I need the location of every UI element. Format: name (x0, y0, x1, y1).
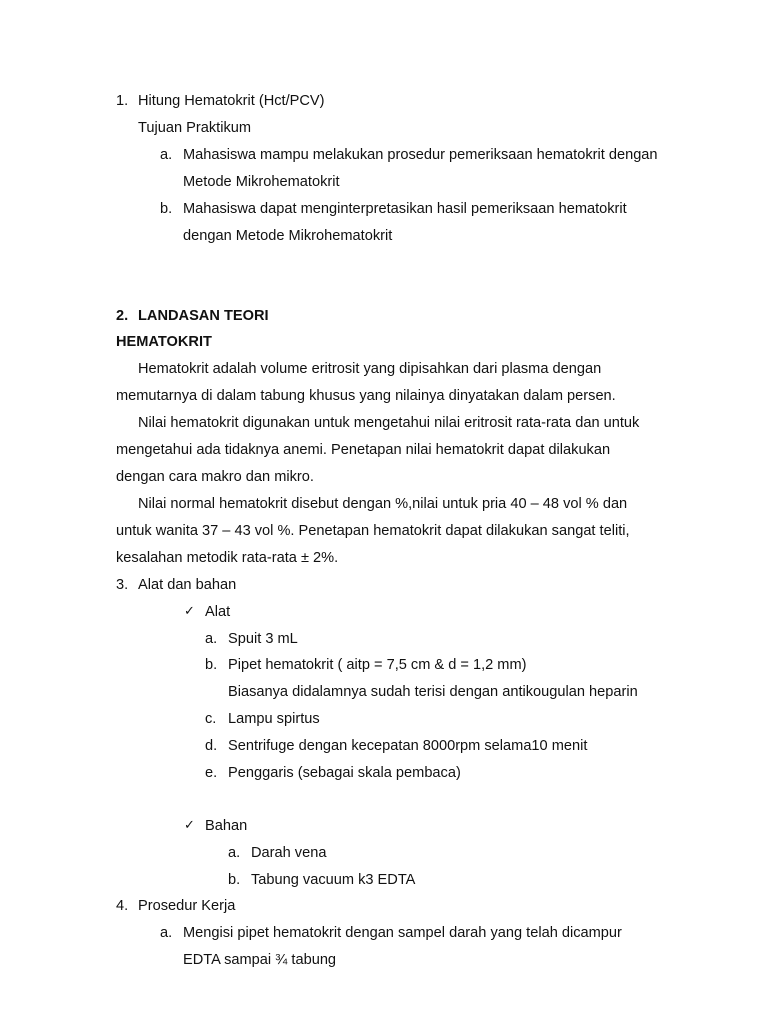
section1-item-b-line2: dengan Metode Mikrohematokrit (183, 228, 393, 244)
section2-number: 2. (116, 308, 129, 324)
section1-number: 1. (116, 93, 129, 109)
section4-item-a-label: a. (160, 925, 173, 941)
section3-title: Alat dan bahan (138, 577, 237, 593)
alat-item-e-label: e. (205, 765, 218, 781)
alat-item-b-extra: Biasanya didalamnya sudah terisi dengan antikougulan heparin (228, 684, 638, 700)
section4-item-a-line1: Mengisi pipet hematokrit dengan sampel darah yang telah dicampur (183, 925, 622, 941)
alat-item-a-text: Spuit 3 mL (228, 631, 298, 647)
section4-number: 4. (116, 898, 129, 914)
section1-subtitle: Tujuan Praktikum (138, 120, 252, 136)
alat-item-c-label: c. (205, 711, 217, 727)
bahan-item-a-label: a. (228, 845, 241, 861)
section1-item-a-label: a. (160, 147, 173, 163)
bahan-item-b-text: Tabung vacuum k3 EDTA (251, 872, 416, 888)
alat-item-c-text: Lampu spirtus (228, 711, 320, 727)
section2-title: LANDASAN TEORI (138, 308, 269, 324)
bahan-title: Bahan (205, 818, 248, 834)
bahan-item-b-label: b. (228, 872, 241, 888)
alat-item-b-text: Pipet hematokrit ( aitp = 7,5 cm & d = 1,2 mm) (228, 657, 527, 673)
bahan-item-a-text: Darah vena (251, 845, 327, 861)
paragraph1-line2: memutarnya di dalam tabung khusus yang nilainya dinyatakan dalam persen. (116, 388, 616, 404)
section1-item-b-line1: Mahasiswa dapat menginterpretasikan hasil pemeriksaan hematokrit (183, 201, 627, 217)
section1-item-a-line2: Metode Mikrohematokrit (183, 174, 340, 190)
alat-item-e-text: Penggaris (sebagai skala pembaca) (228, 765, 461, 781)
section4-item-a-line2: EDTA sampai ¾ tabung (183, 952, 337, 968)
paragraph2-line1: Nilai hematokrit digunakan untuk mengetahui nilai eritrosit rata-rata dan untuk (138, 415, 640, 431)
paragraph1-line1: Hematokrit adalah volume eritrosit yang dipisahkan dari plasma dengan (138, 361, 602, 377)
section3-number: 3. (116, 577, 129, 593)
alat-item-a-label: a. (205, 631, 218, 647)
alat-item-d-label: d. (205, 738, 218, 754)
paragraph3-line1: Nilai normal hematokrit disebut dengan %,nilai untuk pria 40 – 48 vol % dan (138, 496, 628, 512)
section1-item-a-line1: Mahasiswa mampu melakukan prosedur pemeriksaan hematokrit dengan (183, 147, 658, 163)
paragraph2-line2: mengetahui ada tidaknya anemi. Penetapan nilai hematokrit dapat dilakukan (116, 442, 611, 458)
bahan-checkmark-icon: ✓ (184, 818, 195, 833)
section4-title: Prosedur Kerja (138, 898, 236, 914)
paragraph2-line3: dengan cara makro dan mikro. (116, 469, 314, 485)
paragraph3-line3: kesalahan metodik rata-rata ± 2%. (116, 550, 339, 566)
paragraph3-line2: untuk wanita 37 – 43 vol %. Penetapan hematokrit dapat dilakukan sangat teliti, (116, 523, 630, 539)
section2-heading: HEMATOKRIT (116, 334, 212, 350)
alat-item-b-label: b. (205, 657, 218, 673)
section1-item-b-label: b. (160, 201, 173, 217)
alat-checkmark-icon: ✓ (184, 604, 195, 619)
alat-title: Alat (205, 604, 231, 620)
alat-item-d-text: Sentrifuge dengan kecepatan 8000rpm selama10 menit (228, 738, 588, 754)
section1-title: Hitung Hematokrit (Hct/PCV) (138, 93, 325, 109)
